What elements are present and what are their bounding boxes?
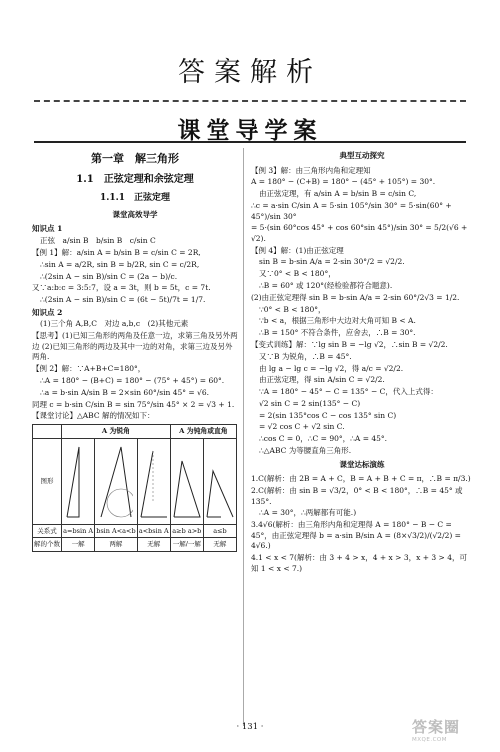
watermark-text: 答案圈 [412, 718, 461, 736]
relation-text: a>b [187, 526, 202, 535]
subsection-heading: 1.1.1 正弦定理 [99, 193, 171, 204]
figure-cell [203, 438, 236, 524]
text-line: 【例 3】解：由三角形内角和定理知 [251, 165, 371, 175]
count-cell: 无解 [137, 538, 170, 552]
text-line: (2)由正弦定理得 sin B = b·sin A/a = 2·sin 60°/2√3 = 1/2. [251, 292, 460, 302]
text-line: 又∵a:b:c = 3:5:7，设 a = 3t，则 b = 5t，c = 7t. [32, 283, 211, 293]
text-line: 由正弦定理，有 a/sin A = b/sin B = c/sin C, [259, 189, 417, 199]
answer-line: 2.C(解析：由 sin B = √3/2，0° < B < 180°，∴B = 45° 或 135°. [251, 485, 463, 506]
triangle-figure [205, 441, 235, 521]
triangle-figure [139, 441, 169, 521]
relation-cell: bsin A<a<b [95, 524, 138, 538]
text-line: (1)三个角 A,B,C 对边 a,b,c (2)其他元素 [40, 319, 189, 329]
guide-heading: 课堂高效导学 [112, 209, 158, 219]
text-line: √2 sin C = 2 sin(135° − C) [259, 398, 361, 408]
count-text: 一解 [187, 540, 201, 549]
row-label-count: 解的个数 [33, 538, 62, 552]
count-text: 一解 [172, 540, 186, 549]
text-line: = 2(sin 135°cos C − cos 135° sin C) [259, 410, 397, 420]
row-label-relation: 关系式 [33, 524, 62, 538]
text-line: ∴cos C = 0，∴C = 90°，∴A = 45°. [259, 434, 388, 444]
text-line: 【例 4】解：(1)由正弦定理 [251, 245, 344, 255]
triangle-figure [172, 441, 202, 521]
text-line: = 5·(sin 60°cos 45° + cos 60°sin 45°)/sin 30° = 5/2(√6 + √2). [251, 223, 468, 243]
text-line: sin B = b·sin A/a = 2·sin 30°/2 = √2/2. [259, 257, 405, 267]
section-heading: 1.1 正弦定理和余弦定理 [76, 173, 194, 185]
knowledge-point-2: 知识点 2 [32, 307, 63, 317]
watermark-logo [412, 716, 496, 746]
text-line: = √2 cos C + √2 sin C. [259, 422, 345, 432]
relation-cell [170, 524, 203, 538]
right-column [251, 148, 473, 575]
relation-cell [137, 524, 170, 538]
text-line: ∵b < a，根据三角形中大边对大角可知 B < A. [259, 316, 416, 326]
answer-line: ∴A = 30°，∴两解都有可能.) [259, 508, 357, 518]
text-line: ∵0° < B < 180°， [259, 304, 326, 314]
figure-cell [137, 438, 170, 524]
count-cell: 无解 [203, 538, 236, 552]
count-cell: 一解/一解 [170, 538, 203, 552]
relation-cell: a=bsin A [62, 524, 95, 538]
text-line: 又∵0° < B < 180°， [259, 269, 336, 279]
solution-table [32, 424, 237, 552]
text-line: 由正弦定理，得 sin A/sin C = √2/2. [259, 375, 385, 385]
chapter-heading: 第一章 解三角形 [91, 152, 179, 165]
triangle-figure [63, 441, 93, 521]
answer-line: 3.4√6(解析：由三角形内角和定理得 A = 180° − B − C = 45°，由正弦定理得 b = a·sin B/sin A = (8×√3/2)/(√2/2) = 4√6.) [251, 520, 461, 551]
page-number: · 131 · [236, 722, 264, 732]
text-line: ∴△ABC 为等腰直角三角形. [259, 445, 352, 455]
text-line: A = 180° − (C+B) = 180° − (45° + 105°) = 30°. [251, 177, 436, 187]
text-line: 【思考】(1)已知三角形的两角及任意一边，求第三角及另外两边 (2)已知三角形的两边及其中一边的对角，求第三边及另外两角. [32, 331, 238, 362]
text-line: 【变式训练】解：∵lg sin B = −lg √2，∴sin B = √2/2. [251, 339, 448, 349]
text-line: 同理 c = b·sin C/sin B = sin 75°/sin 45° × 2 = √3 + 1. [32, 399, 235, 409]
page-title: 答案解析 [178, 57, 322, 88]
text-line: ∵A = 180° − 45° − C = 135° − C，代入上式得： [259, 387, 438, 397]
row-label-figure: 图形 [33, 438, 62, 524]
table-head-obtuse: A 为钝角或直角 [170, 424, 236, 438]
text-line: 【例 1】解：a/sin A = b/sin B = c/sin C = 2R, [32, 247, 201, 257]
interactive-heading: 典型互动探究 [339, 151, 385, 160]
banner-divider [34, 141, 466, 143]
text-line: ∴B = 60° 或 120°(经检验都符合题意). [259, 281, 393, 291]
answer-line: 4.1 < x < 7(解析：由 3 + 4 > x，4 + x > 3，x + 3 > 4，可知 1 < x < 7.) [251, 553, 467, 573]
triangle-figure [99, 441, 133, 521]
count-cell: 一解 [62, 538, 95, 552]
text-line: 正弦 a/sin B b/sin B c/sin C [40, 236, 156, 246]
relation-text: a<bsin A [138, 526, 169, 535]
text-line: 又∵B 为锐角，∴B = 45°. [259, 351, 352, 361]
figure-cell [62, 438, 95, 524]
top-divider [34, 100, 466, 102]
relation-cell: a≤b [203, 524, 236, 538]
table-head-acute: A 为锐角 [62, 424, 171, 438]
count-cell: 两解 [95, 538, 138, 552]
column-divider [243, 148, 244, 726]
text-line: ∴(2sin A − sin B)/sin C = (6t − 5t)/7t = 1/7. [40, 295, 206, 305]
text-line: ∴(2sin A − sin B)/sin C = (2a − b)/c. [40, 271, 178, 281]
text-line: ∴a = b·sin A/sin B = 2×sin 60°/sin 45° = √6. [40, 387, 209, 397]
text-line: 【例 2】解：∵A+B+C=180°， [32, 364, 146, 374]
figure-cell [95, 438, 138, 524]
section-banner: 课堂导学案 [177, 117, 323, 144]
text-line: ∴B = 150° 不符合条件，应舍去，∴B = 30°. [259, 328, 416, 338]
text-line: 【课堂讨论】△ABC 解的情况如下： [32, 411, 155, 421]
watermark-url: MXQE.COM [412, 737, 447, 743]
relation-text: a≥b [172, 526, 186, 535]
text-line: ∴A = 180° − (B+C) = 180° − (75° + 45°) = 60°. [40, 375, 225, 385]
text-line: 由 lg a − lg c = −lg √2，得 a/c = √2/2. [259, 363, 404, 373]
table-corner [33, 424, 62, 438]
text-line: ∴sin A = a/2R, sin B = b/2R, sin C = c/2R, [40, 259, 200, 269]
left-column [32, 148, 238, 552]
answer-line: 1.C(解析：由 2B = A + C，B = A + B + C = π，∴B = π/3.) [251, 474, 471, 484]
figure-cell [170, 438, 203, 524]
practice-heading: 课堂达标演练 [339, 459, 385, 469]
text-line: ∴c = a·sin C/sin A = 5·sin 105°/sin 30° = 5·sin(60° + 45°)/sin 30° [251, 200, 452, 221]
knowledge-point-1: 知识点 1 [32, 224, 63, 234]
